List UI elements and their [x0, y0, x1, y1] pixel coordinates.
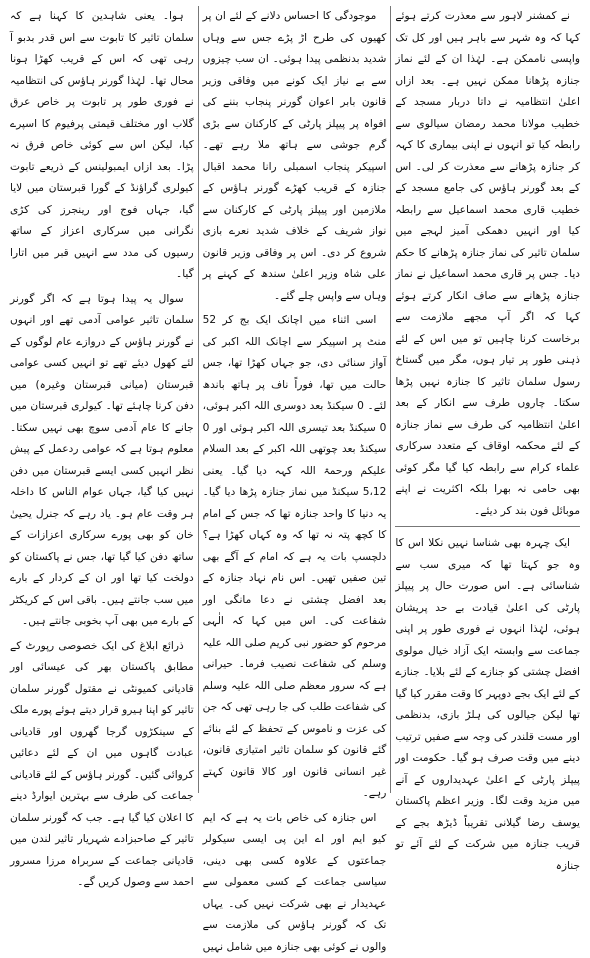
paragraph: موجودگی کا احساس دلانے کے لئے ان پر کھیوں کی طرح اڑ پڑے جس سے وہاں شدید بدنظمی پیدا ہوئی۔ ان سب چیزوں سے بے نیاز ایک کونے میں وفاقی وزیر قانون بابر اعوان گورنر پنجاب بننے کی افواہ پر پیپلز پارٹی کے کارکنان سے بڑی گرم جوشی سے ہاتھ ملا رہے تھے۔ اسپیکر پنجاب اسمبلی رانا محمد اقبال جنازہ کے قریب کھڑے گورنر ہاؤس کے ملازمین اور پیپلز پارٹی کے کارکنان سے نواز شریف کے خلاف شدید نعرے بازی شروع کر دی۔ اس پر وفاقی وزیر قانون علی شاہ وزیر اعلیٰ سندھ کے کہنے پر وہاں سے واپس چلے گئے۔	[203, 6, 387, 307]
paragraph: اسی اثناء میں اچانک ایک بج کر 52 منٹ پر اسپیکر سے اچانک اللہ اکبر کی آواز سنائی دی، جو جہاں کھڑا تھا، جس حالت میں تھا، فوراً ناف پر ہاتھ باندھ لئے۔ 0 سیکنڈ بعد دوسری اللہ اکبر ہوئی، 0 سیکنڈ بعد تیسری اللہ اکبر ہوئی اور 0 سیکنڈ بعد چوتھی اللہ اکبر کے بعد السلام علیکم ورحمۃ اللہ کہہ دیا گیا۔ یعنی 5،12 سیکنڈ میں نماز جنازہ پڑھا دیا گیا۔ یہ دنیا کا واحد جنازہ تھا کہ جس کے امام کا کچھ پتہ نہ تھا کہ وہ کہاں کھڑا ہے؟ دلچسپ بات یہ ہے کہ امام کے آگے بھی تین صفیں تھیں۔ اس نام نہاد جنازہ کے بعد افضل چشتی نے دعا مانگی اور شفاعت کی۔ اس میں کہا کہ الٰہی مرحوم کو حضور نبی کریم صلی اللہ علیہ وسلم کی شفاعت نصیب فرما۔ حیرانی ہے کہ سرور معظم صلی اللہ علیہ وسلم کی شفاعت طلب کی جا رہی تھی کہ جن کی عزت و ناموس کے تحفظ کے لئے بنائے گئے قانون کو سلمان تاثیر امتیازی قانون، غیر انسانی قانون اور کالا قانون کہتے رہے۔	[203, 310, 387, 805]
column-right	[391, 6, 584, 793]
paragraph: ہوا۔ یعنی شاہدین کا کہنا ہے کہ سلمان تاثیر کا تابوت سے اس قدر بدبو آ رہی تھی کہ اس کے قریب کھڑا ہونا محال تھا۔ لہٰذا گورنر ہاؤس کی انتظامیہ نے فوری طور پر تابوت پر خاص عرق گلاب اور مختلف قیمتی پرفیوم کا اسپرے کیا، لیکن اس سے کوئی خاص فرق نہ پڑا۔ بعد ازاں ایمبولینس کے ذریعے تابوت کیولری گراؤنڈ کے گورا قبرستان میں لایا گیا، جہاں فوج اور رینجرز کی کڑی نگرانی میں سرکاری اعزاز کے ساتھ رسیوں کی مدد سے انہیں قبر میں اتارا گیا۔	[10, 6, 194, 286]
column-left	[6, 6, 199, 793]
divider	[395, 526, 580, 527]
paragraph: ذرائع ابلاغ کی ایک خصوصی رپورٹ کے مطابق پاکستان بھر کی عیسائی اور قادیانی کمیونٹی نے مقتول گورنر سلمان تاثیر کو اپنا ہیرو قرار دیتے ہوئے پورے ملک کے سینکڑوں گرجا گھروں اور قادیانی عبادت گاہوں میں ان کے لئے دعائیں کروائی گئیں۔ گورنر ہاؤس کے لئے قادیانی جماعت کی طرف سے بہترین ایوارڈ دینے کا اعلان کیا گیا ہے۔ جب کہ گورنر سلمان تاثیر کے صاحبزادے شہریار تاثیر لندن میں قادیانی جماعت کے سربراہ مرزا مسرور احمد سے وصول کریں گے۔	[10, 636, 194, 894]
paragraph: ایک چہرہ بھی شناسا نہیں نکلا اس کا وہ جو کہتا تھا کہ میری سب سے شناسائی ہے۔ اس صورت حال پر پیپلز پارٹی کی اعلیٰ قیادت بے حد پریشان ہوئی، لہٰذا انہوں نے فوری طور پر اپنی جماعت سے وابستہ ایک آزاد خیال مولوی افضل چشتی کو جنازے کے لئے بلایا۔ جنازے کے لئے ایک بجے دوپہر کا وقت مقرر کیا گیا تھا لیکن جیالوں کی ہلڑ بازی، بدنظمی اور مست قلندر کی وجہ سے صفیں ترتیب دینے میں وقت صرف ہو گیا۔ حکومت اور پیپلز پارٹی کے اعلیٰ عہدیداروں کے آنے میں مزید وقت لگا۔ وزیر اعظم پاکستان یوسف رضا گیلانی تقریباً ڈیڑھ بجے کے قریب جنازہ میں شرکت کے لئے آئے تو جنازہ	[395, 533, 580, 877]
article-columns	[6, 6, 584, 793]
paragraph: اس جنازہ کی خاص بات یہ ہے کہ ایم کیو ایم اور اے این پی ایسی سیکولر جماعتوں کے علاوہ کسی بھی دینی، سیاسی جماعت کے کسی معمولی سے عہدیدار نے بھی شرکت نہیں کی۔ یہاں تک کہ گورنر ہاؤس کی ملازمت سے والوں نے کوئی بھی جنازہ میں شامل نہیں	[203, 808, 387, 958]
paragraph: سوال یہ پیدا ہوتا ہے کہ اگر گورنر سلمان تاثیر عوامی آدمی تھے اور انہوں نے گورنر ہاؤس کے دروازے عام لوگوں کے لئے کھول دیئے تھے تو انہیں کسی عوامی قبرستان (میانی قبرستان وغیرہ) میں دفن کرنا چاہئے تھا۔ کیولری قبرستان میں جانے کا عام آدمی سوچ بھی نہیں سکتا۔ معلوم ہوتا ہے کہ عوامی ردعمل کے پیش نظر انہیں کسی ایسے قبرستان میں دفن نہیں کیا گیا، جہاں عوام الناس کا داخلہ ہر وقت عام ہو۔ یاد رہے کہ جنرل یحییٰ خان کو بھی پورے سرکاری اعزازات کے ساتھ دفن کیا گیا تھا، جس نے پاکستان کو دولخت کیا تھا اور ان کے کردار کے بارے میں سب جانتے ہیں۔ باقی اس کے کریکٹر کے بارے میں بھی آپ بخوبی جانتے ہیں۔	[10, 289, 194, 633]
column-middle	[199, 6, 392, 793]
paragraph: نے کمشنر لاہور سے معذرت کرتے ہوئے کہا کہ وہ شہر سے باہر ہیں اور کل تک واپسی ناممکن ہے۔ لہٰذا ان کے لئے نماز جنازہ پڑھانا ممکن نہیں ہے۔ بعد ازاں اعلیٰ انتظامیہ نے داتا دربار مسجد کے خطیب مولانا محمد رمضان سیالوی سے رابطہ کیا تو انہوں نے اپنی بیماری کا کہہ کر جنازہ پڑھانے سے معذرت کر لی۔ اس کے بعد گورنر ہاؤس کی جامع مسجد کے خطیب قاری محمد اسماعیل سے رابطہ کیا اور انہیں دھمکی آمیز لہجے میں سلمان تاثیر کی نماز جنازہ پڑھانے کا حکم دیا۔ جس پر قاری محمد اسماعیل نے نماز جنازہ پڑھانے سے صاف انکار کرتے ہوئے کہا کہ اگر آپ مجھے ملازمت سے برخاست کرنا چاہیں تو میں اس کے لئے ذہنی طور پر تیار ہوں، مگر میں گستاخ رسول سلمان تاثیر کا جنازہ نہیں پڑھا سکتا۔ چاروں طرف سے انکار کے بعد اعلیٰ انتظامیہ کی طرف سے نماز جنازہ کے لئے محکمہ اوقاف کے متعدد سرکاری علماء کرام سے رابطہ کیا گیا مگر کوئی بھی حامی نہ بھرا بلکہ اکثریت نے اپنے موبائل فون بند کر دیئے۔	[395, 6, 580, 522]
